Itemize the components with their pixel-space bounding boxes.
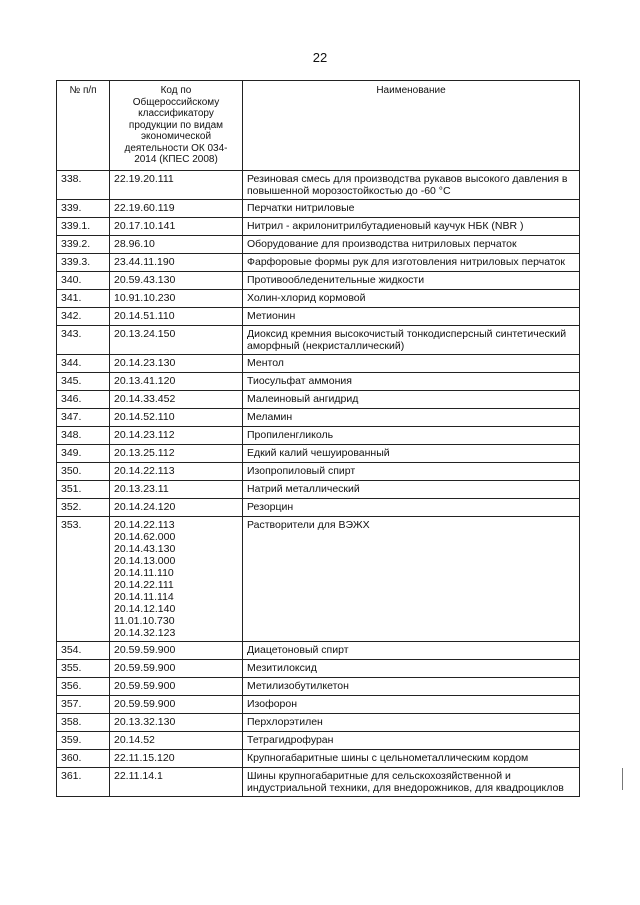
- row-number: 358.: [57, 713, 110, 731]
- table-row: [57, 372, 580, 390]
- table-row: [57, 307, 580, 325]
- row-name: Шины крупногабаритные для сельскохозяйственной и индустриальной техники, для внедорожников, для квадроциклов: [243, 767, 580, 796]
- row-code: 20.17.10.141: [110, 217, 243, 235]
- table-row: [57, 426, 580, 444]
- row-code: 20.13.25.112: [110, 444, 243, 462]
- header-code: Код по Общероссийскому классификатору продукции по видам экономической деятельности ОК 034-2014 (КПЕС 2008): [110, 81, 243, 171]
- row-name: Едкий калий чешуированный: [243, 444, 580, 462]
- row-name: Резиновая смесь для производства рукавов высокого давления в повышенной морозостойкостью до -60 °С: [243, 170, 580, 199]
- table-row: [57, 444, 580, 462]
- table-row: [57, 253, 580, 271]
- row-code: 20.59.43.130: [110, 271, 243, 289]
- row-number: 347.: [57, 408, 110, 426]
- row-name: Резорцин: [243, 498, 580, 516]
- row-code: 20.14.52: [110, 731, 243, 749]
- row-code: 20.59.59.900: [110, 641, 243, 659]
- row-number: 355.: [57, 659, 110, 677]
- row-code: 28.96.10: [110, 235, 243, 253]
- row-name: Холин-хлорид кормовой: [243, 289, 580, 307]
- row-number: 360.: [57, 749, 110, 767]
- row-number: 339.1.: [57, 217, 110, 235]
- table-row: [57, 199, 580, 217]
- row-number: 357.: [57, 695, 110, 713]
- row-number: 344.: [57, 354, 110, 372]
- scan-edge-mark: [622, 768, 623, 790]
- row-number: 350.: [57, 462, 110, 480]
- row-name: Фарфоровые формы рук для изготовления нитриловых перчаток: [243, 253, 580, 271]
- row-code: 20.14.52.110: [110, 408, 243, 426]
- row-name: Меламин: [243, 408, 580, 426]
- table-row: [57, 462, 580, 480]
- row-code: 23.44.11.190: [110, 253, 243, 271]
- row-code: 20.14.51.110: [110, 307, 243, 325]
- row-number: 361.: [57, 767, 110, 796]
- row-number: 351.: [57, 480, 110, 498]
- table-row: [57, 731, 580, 749]
- row-name: Растворители для ВЭЖХ: [243, 516, 580, 641]
- row-code: 20.13.23.11: [110, 480, 243, 498]
- row-code: 22.19.60.119: [110, 199, 243, 217]
- row-name: Тетрагидрофуран: [243, 731, 580, 749]
- row-name: Метионин: [243, 307, 580, 325]
- row-code: 10.91.10.230: [110, 289, 243, 307]
- row-number: 342.: [57, 307, 110, 325]
- row-number: 348.: [57, 426, 110, 444]
- row-name: Перхлорэтилен: [243, 713, 580, 731]
- row-name: Диацетоновый спирт: [243, 641, 580, 659]
- row-code: 20.59.59.900: [110, 659, 243, 677]
- row-number: 340.: [57, 271, 110, 289]
- table-row: [57, 235, 580, 253]
- table-row: [57, 170, 580, 199]
- row-code: 22.11.15.120: [110, 749, 243, 767]
- row-name: Противообледенительные жидкости: [243, 271, 580, 289]
- row-name: Изофорон: [243, 695, 580, 713]
- row-number: 353.: [57, 516, 110, 641]
- row-code: 20.59.59.900: [110, 677, 243, 695]
- table-body: [57, 170, 580, 796]
- row-code: 20.59.59.900: [110, 695, 243, 713]
- page-number: 22: [312, 50, 328, 65]
- row-code: 20.14.24.120: [110, 498, 243, 516]
- row-number: 356.: [57, 677, 110, 695]
- row-code: 20.14.33.452: [110, 390, 243, 408]
- table-row: [57, 271, 580, 289]
- table-row: [57, 659, 580, 677]
- row-name: Оборудование для производства нитриловых перчаток: [243, 235, 580, 253]
- row-name: Малеиновый ангидрид: [243, 390, 580, 408]
- table-row: [57, 641, 580, 659]
- row-code: 22.19.20.111: [110, 170, 243, 199]
- row-number: 359.: [57, 731, 110, 749]
- row-number: 341.: [57, 289, 110, 307]
- row-code: 22.11.14.1: [110, 767, 243, 796]
- header-name: Наименование: [243, 81, 580, 171]
- table-row: [57, 480, 580, 498]
- table-row: [57, 390, 580, 408]
- row-code: 20.14.23.112: [110, 426, 243, 444]
- table-row: [57, 354, 580, 372]
- row-number: 343.: [57, 325, 110, 354]
- row-code: 20.13.41.120: [110, 372, 243, 390]
- table-row: [57, 749, 580, 767]
- row-name: Крупногабаритные шины с цельнометаллическим кордом: [243, 749, 580, 767]
- row-name: Изопропиловый спирт: [243, 462, 580, 480]
- row-number: 338.: [57, 170, 110, 199]
- row-name: Ментол: [243, 354, 580, 372]
- row-number: 345.: [57, 372, 110, 390]
- row-name: Натрий металлический: [243, 480, 580, 498]
- table-row: [57, 498, 580, 516]
- table-row: [57, 217, 580, 235]
- row-code: 20.13.24.150: [110, 325, 243, 354]
- row-name: Тиосульфат аммония: [243, 372, 580, 390]
- row-number: 349.: [57, 444, 110, 462]
- table-row: [57, 767, 580, 796]
- row-number: 339.3.: [57, 253, 110, 271]
- row-number: 352.: [57, 498, 110, 516]
- row-name: Метилизобутилкетон: [243, 677, 580, 695]
- table-header-row: [57, 81, 580, 171]
- row-code: 20.14.22.113 20.14.62.000 20.14.43.130 20.14.13.000 20.14.11.110 20.14.22.111 20.14.11.114 20.14.12.140 11.01.10.730 20.14.32.123: [110, 516, 243, 641]
- row-code: 20.13.32.130: [110, 713, 243, 731]
- row-name: Пропиленгликоль: [243, 426, 580, 444]
- table-row: [57, 677, 580, 695]
- table-row: [57, 516, 580, 641]
- row-number: 339.: [57, 199, 110, 217]
- table-row: [57, 289, 580, 307]
- row-name: Мезитилоксид: [243, 659, 580, 677]
- row-code: 20.14.23.130: [110, 354, 243, 372]
- row-code: 20.14.22.113: [110, 462, 243, 480]
- row-number: 346.: [57, 390, 110, 408]
- row-number: 339.2.: [57, 235, 110, 253]
- document-table: [56, 80, 580, 797]
- table-row: [57, 695, 580, 713]
- row-number: 354.: [57, 641, 110, 659]
- row-name: Диоксид кремния высокочистый тонкодисперсный синтетический аморфный (некристаллический): [243, 325, 580, 354]
- row-name: Перчатки нитриловые: [243, 199, 580, 217]
- table-row: [57, 325, 580, 354]
- header-num: № п/п: [57, 81, 110, 171]
- row-name: Нитрил - акрилонитрилбутадиеновый каучук НБК (NBR ): [243, 217, 580, 235]
- table-row: [57, 408, 580, 426]
- table-row: [57, 713, 580, 731]
